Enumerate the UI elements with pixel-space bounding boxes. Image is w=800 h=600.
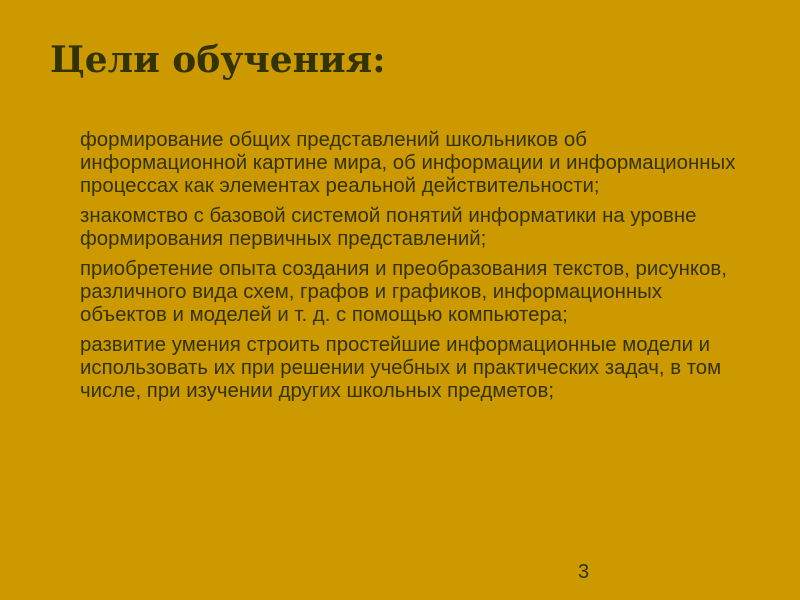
objectives-list bbox=[80, 129, 740, 410]
slide-title: Цели обучения: bbox=[50, 39, 386, 81]
page-number: 3 bbox=[578, 561, 590, 583]
list-item bbox=[80, 258, 740, 327]
list-item-text: развитие умения строить простейшие информационные модели и использовать их при решении учебных и практических задач, в том числе, при изучении других школьных предметов; bbox=[80, 334, 722, 402]
list-item-text: приобретение опыта создания и преобразования текстов, рисунков, различного вида схем, графов и графиков, информационных объектов и моделей и т. д. с помощью компьютера; bbox=[80, 258, 727, 326]
list-item bbox=[80, 205, 740, 251]
list-item-text: формирование общих представлений школьников об информационной картине мира, об информации и информационных процессах как элементах реальной действительности; bbox=[80, 129, 736, 197]
list-item-text: знакомство с базовой системой понятий информатики на уровне формирования первичных представлений; bbox=[80, 205, 697, 250]
list-item bbox=[80, 334, 740, 403]
list-item bbox=[80, 129, 740, 198]
